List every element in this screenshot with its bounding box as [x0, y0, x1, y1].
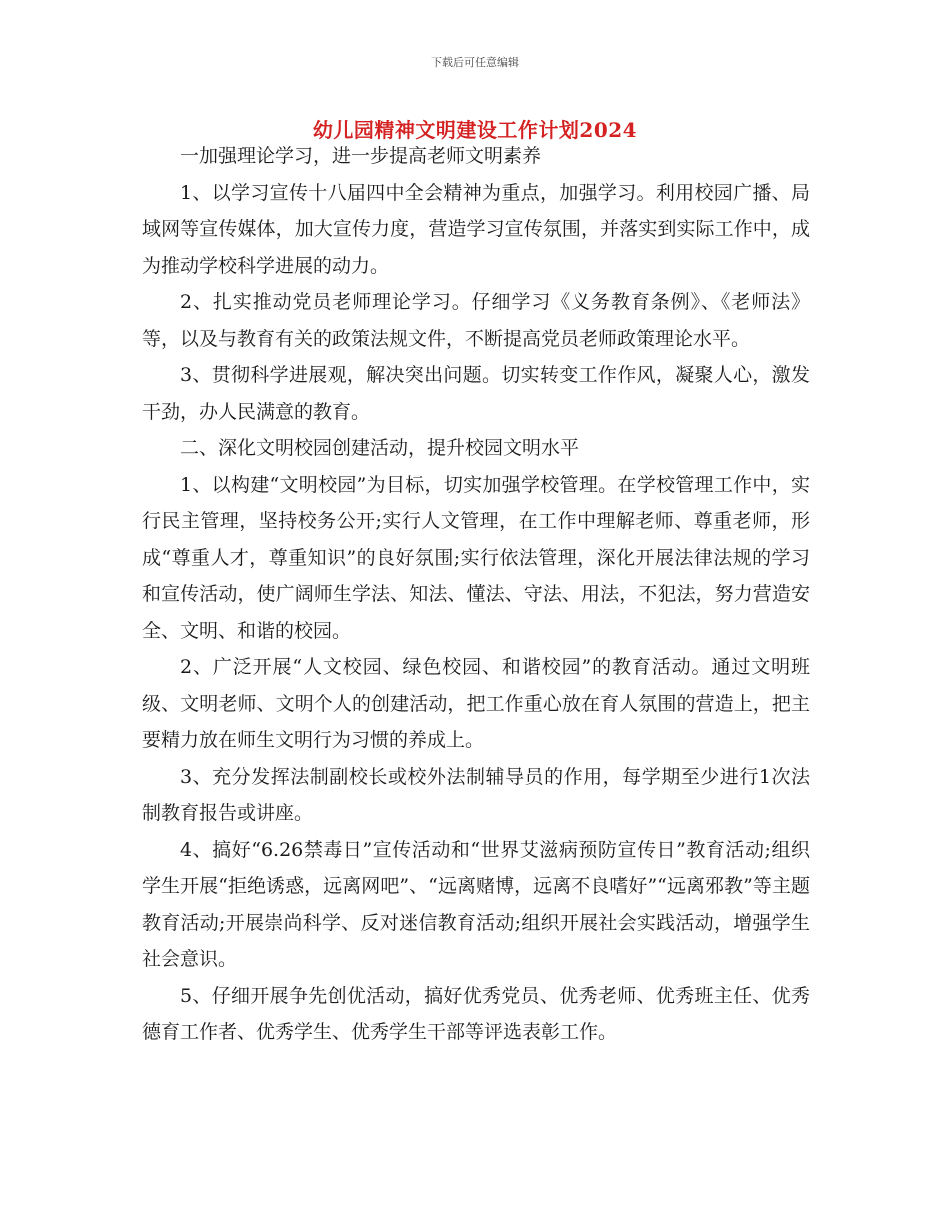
paragraph: 5、仔细开展争先创优活动，搞好优秀党员、优秀老师、优秀班主任、优秀德育工作者、优秀学生、优秀学生干部等评选表彰工作。 — [142, 984, 810, 1043]
paragraph: 3、贯彻科学进展观，解决突出问题。切实转变工作作风，凝聚人心，激发干劲，办人民满意的教育。 — [142, 364, 810, 423]
paragraph: 4、搞好“6.26禁毒日”宣传活动和“世界艾滋病预防宣传日”教育活动;组织学生开展“拒绝诱惑，远离网吧”、“远离赌博，远离不良嗜好”“远离邪教”等主题教育活动;开展崇尚科学、反对迷信教育活动;组织开展社会实践活动，增强学生社会意识。 — [142, 838, 810, 970]
paragraph: 1、以学习宣传十八届四中全会精神为重点，加强学习。利用校园广播、局域网等宣传媒体，加大宣传力度，营造学习宣传氛围，并落实到实际工作中，成为推动学校科学进展的动力。 — [142, 181, 810, 277]
document-title: 幼儿园精神文明建设工作计划2024 — [312, 118, 638, 142]
section-heading-2: 二、深化文明校园创建活动，提升校园文明水平 — [180, 437, 580, 459]
section-heading-1: 一加强理论学习，进一步提高老师文明素养 — [180, 145, 542, 167]
paragraph: 3、充分发挥法制副校长或校外法制辅导员的作用，每学期至少进行1次法制教育报告或讲座。 — [142, 765, 810, 824]
document-body — [142, 138, 810, 1051]
paragraph: 2、广泛开展“人文校园、绿色校园、和谐校园”的教育活动。通过文明班级、文明老师、文明个人的创建活动，把工作重心放在育人氛围的营造上，把主要精力放在师生文明行为习惯的养成上。 — [142, 656, 810, 751]
paragraph: 1、以构建“文明校园”为目标，切实加强学校管理。在学校管理工作中，实行民主管理，坚持校务公开;实行人文管理，在工作中理解老师、尊重老师，形成“尊重人才，尊重知识”的良好氛围;实行依法管理，深化开展法律法规的学习和宣传活动，使广阔师生学法、知法、懂法、守法、用法，不犯法，努力营造安全、文明、和谐的校园。 — [142, 473, 810, 642]
paragraph: 2、扎实推动党员老师理论学习。仔细学习《义务教育条例》、《老师法》等，以及与教育有关的政策法规文件，不断提高党员老师政策理论水平。 — [142, 291, 810, 350]
header-note: 下载后可任意编辑 — [431, 56, 519, 69]
